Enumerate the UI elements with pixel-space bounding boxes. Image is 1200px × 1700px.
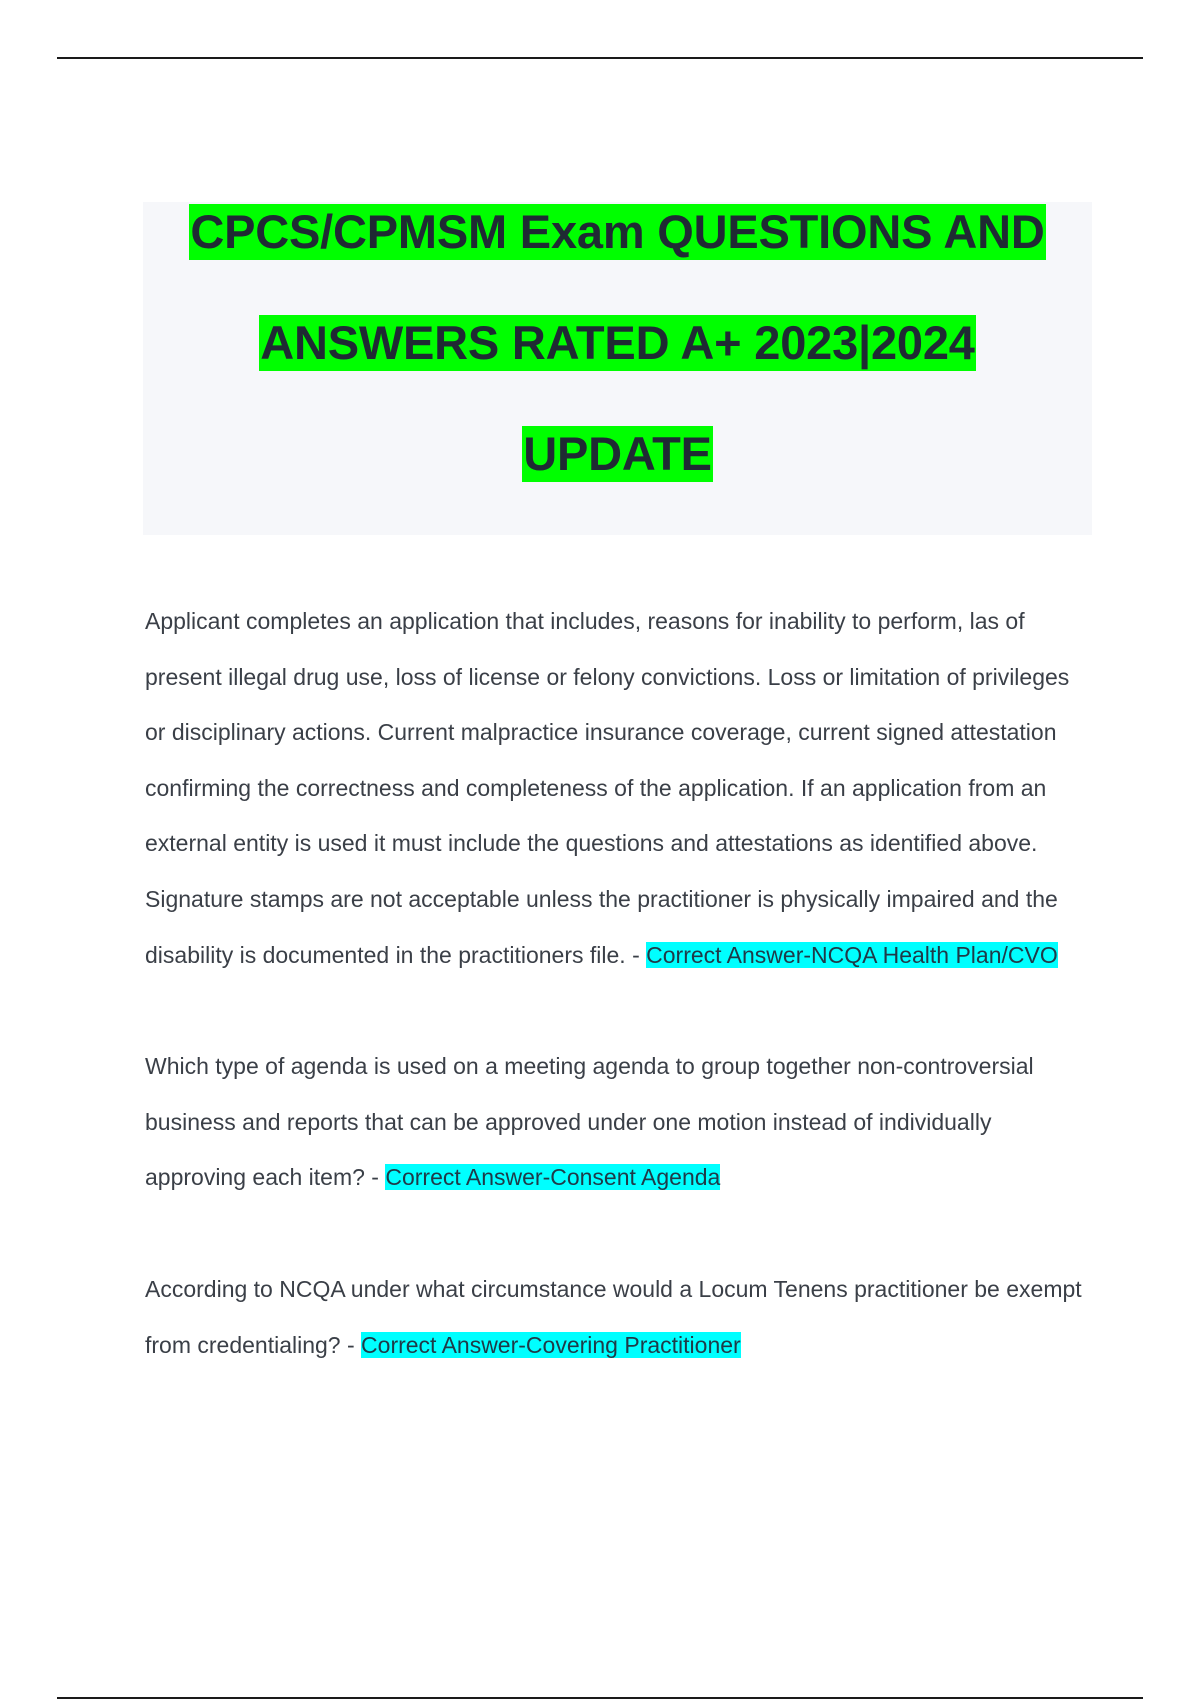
title-line-3 — [143, 426, 1092, 537]
qa-item-2 — [145, 1039, 1095, 1206]
answer-3: Correct Answer-Covering Practitioner — [361, 1331, 741, 1358]
title-box — [143, 202, 1092, 535]
top-rule — [57, 57, 1143, 59]
bottom-rule — [57, 1697, 1143, 1699]
question-1: Applicant completes an application that includes, reasons for inability to perform, las of present illegal drug use, loss of license or felony convictions. Loss or limitation of privileges or disciplinary actions. Current malpractice insurance coverage, current signed attestation confirming the correctness and completeness of the application. If an application from an external entity is used it must include the questions and attestations as identified above. Signature stamps are not acceptable unless the practitioner is physically impaired and the disability is documented in the practitioners file. - — [145, 608, 1070, 968]
answer-2: Correct Answer-Consent Agenda — [385, 1164, 721, 1191]
title-text-3: UPDATE — [523, 427, 712, 480]
answer-1: Correct Answer-NCQA Health Plan/CVO — [646, 941, 1058, 968]
title-line-1 — [143, 204, 1092, 315]
qa-list — [145, 594, 1095, 1429]
title-text-1: CPCS/CPMSM Exam QUESTIONS AND — [190, 205, 1045, 258]
title-line-2 — [143, 315, 1092, 426]
title-text-2: ANSWERS RATED A+ 2023|2024 — [260, 316, 975, 369]
question-2: Which type of agenda is used on a meeting agenda to group together non-controversial business and reports that can be approved under one motion instead of individually approving each item? - — [145, 1053, 1034, 1191]
qa-item-1 — [145, 594, 1095, 983]
qa-item-3 — [145, 1262, 1095, 1373]
question-3: According to NCQA under what circumstance would a Locum Tenens practitioner be exempt from credentialing? - — [145, 1275, 1082, 1358]
